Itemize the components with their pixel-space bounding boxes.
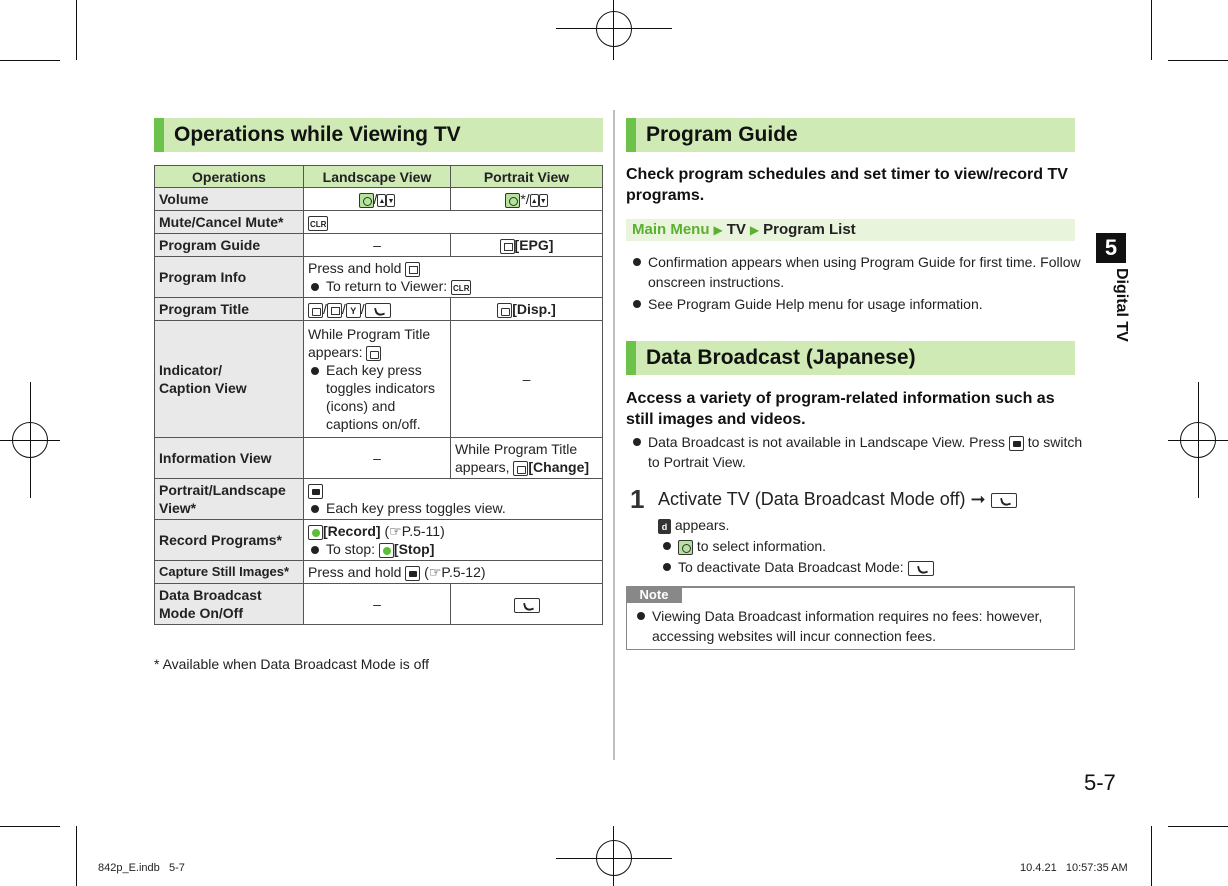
page-number: 5-7	[1084, 770, 1116, 795]
chapter-name: Digital TV	[1113, 268, 1130, 342]
section-title-operations: Operations while Viewing TV	[154, 118, 603, 152]
row-label: Information View	[155, 438, 304, 479]
crop-mark	[76, 0, 77, 60]
center-key-icon	[308, 525, 323, 540]
center-key-icon	[379, 543, 394, 558]
print-footer-stamp: 10.4.21 10:57:35 AM	[1020, 862, 1128, 874]
lead-text: Access a variety of program-related information such as still images and videos.	[626, 390, 1055, 428]
row-label: Data Broadcast Mode On/Off	[155, 584, 304, 625]
crop-mark	[1168, 60, 1228, 61]
list-item: to select information.	[660, 536, 1088, 556]
row-label: Indicator/ Caption View	[155, 321, 304, 438]
mail-key-icon	[405, 262, 420, 277]
data-broadcast-icon: d	[658, 519, 671, 534]
table-row: Portrait/Landscape View* Each key press toggles view.	[155, 479, 603, 520]
registration-mark	[596, 11, 632, 47]
arrow-right-icon: ▶	[713, 223, 723, 237]
send-key-icon	[908, 561, 934, 576]
row-label: Capture Still Images*	[155, 561, 304, 584]
chapter-number: 5	[1096, 233, 1126, 263]
arrow-right-icon: ▶	[749, 223, 760, 237]
row-label: Program Info	[155, 257, 304, 298]
list-item: Data Broadcast is not available in Landscape View. Press to switch to Portrait View.	[630, 432, 1093, 472]
side-up-key-icon: ▲	[377, 194, 386, 207]
table-row: Program Guide – [EPG]	[155, 234, 603, 257]
side-down-key-icon: ▼	[539, 194, 548, 207]
note-label: Note	[626, 586, 682, 603]
note-text: Viewing Data Broadcast information requires no fees: however, accessing websites will incur connection fees.	[634, 606, 1082, 646]
section-title-data-broadcast: Data Broadcast (Japanese)	[626, 341, 1075, 375]
crop-mark	[76, 826, 77, 886]
table-header-row	[155, 166, 603, 188]
nav-key-icon	[505, 193, 520, 208]
send-key-icon	[991, 493, 1017, 508]
reference-icon: ☞	[428, 564, 442, 580]
list-item: See Program Guide Help menu for usage information.	[630, 294, 1088, 314]
crop-mark	[1151, 826, 1152, 886]
reference-icon: ☞	[389, 523, 402, 539]
operations-table	[154, 165, 603, 625]
registration-mark	[1180, 422, 1216, 458]
table-row	[155, 211, 603, 234]
table-row: Data Broadcast Mode On/Off –	[155, 584, 603, 625]
nav-key-icon	[359, 193, 374, 208]
send-key-icon	[365, 303, 391, 318]
mail-key-icon	[500, 239, 515, 254]
row-label: Mute/Cancel Mute*	[155, 211, 304, 234]
step-detail: d appears.	[658, 515, 729, 535]
menu-path: Main Menu ▶ TV ▶ Program List	[626, 219, 1075, 241]
table-row: Program Info Press and hold To return to Viewer: CLR	[155, 257, 603, 298]
tv-key-icon	[366, 346, 381, 361]
row-label: Volume	[155, 188, 304, 211]
mail-key-icon	[327, 303, 342, 318]
tv-key-icon	[308, 303, 323, 318]
arrow-icon: ➞	[970, 489, 986, 509]
print-footer-file: 842p_E.indb 5-7	[98, 862, 185, 874]
list-item: To deactivate Data Broadcast Mode:	[660, 557, 1088, 577]
row-label: Program Guide	[155, 234, 304, 257]
column-divider	[613, 110, 615, 760]
row-label: Record Programs*	[155, 520, 304, 561]
camera-key-icon	[308, 484, 323, 499]
tv-key-icon	[497, 303, 512, 318]
crop-mark	[0, 826, 60, 827]
side-up-key-icon: ▲	[530, 194, 539, 207]
table-row: Indicator/ Caption View While Program Title appears: Each key press toggles indicators (icons) and captions on/off. –	[155, 321, 603, 438]
clr-key-icon: CLR	[308, 216, 328, 231]
lead-text: Check program schedules and set timer to view/record TV programs.	[626, 166, 1068, 204]
step-number: 1	[630, 484, 645, 514]
row-label: Portrait/Landscape View*	[155, 479, 304, 520]
tv-key-icon	[513, 461, 528, 476]
section-title-program-guide: Program Guide	[626, 118, 1075, 152]
table-row: Record Programs* [Record] (☞P.5-11) To stop: [Stop]	[155, 520, 603, 561]
table-row: Capture Still Images* Press and hold (☞P.5-12)	[155, 561, 603, 584]
crop-mark	[1151, 0, 1152, 60]
row-label: Program Title	[155, 298, 304, 321]
camera-key-icon	[405, 566, 420, 581]
registration-mark	[12, 422, 48, 458]
list-item: Confirmation appears when using Program Guide for first time. Follow onscreen instructions.	[630, 252, 1088, 292]
yahoo-key-icon: Y	[346, 303, 361, 318]
clr-key-icon: CLR	[451, 280, 471, 295]
table-row: Program Title / / Y / [Disp.]	[155, 298, 603, 321]
nav-key-icon	[678, 540, 693, 555]
footnote: * Available when Data Broadcast Mode is off	[154, 656, 429, 672]
header-landscape: Landscape View	[304, 166, 451, 188]
camera-key-icon	[1009, 436, 1024, 451]
send-key-icon	[514, 598, 540, 613]
crop-mark	[0, 60, 60, 61]
side-down-key-icon: ▼	[386, 194, 395, 207]
registration-mark	[596, 840, 632, 876]
crop-mark	[1168, 826, 1228, 827]
header-operations: Operations	[155, 166, 304, 188]
table-row: Volume /▲ ▼ */▲ ▼	[155, 188, 603, 211]
table-row: Information View – While Program Title appears, [Change]	[155, 438, 603, 479]
step-instruction: Activate TV (Data Broadcast Mode off) ➞	[658, 487, 1017, 511]
header-portrait: Portrait View	[451, 166, 603, 188]
